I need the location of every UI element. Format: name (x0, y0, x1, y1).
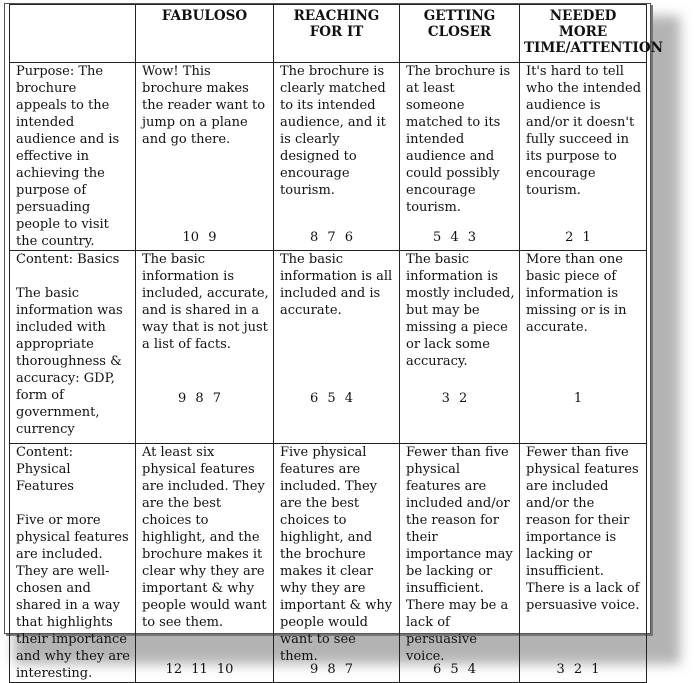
score-points: 8 7 6 (309, 230, 354, 245)
table-row (10, 251, 647, 444)
criterion-body: The basic information was included with appropriate thoroughness & accuracy: GDP, form of government, currency (16, 286, 123, 437)
score-points: 6 5 4 (309, 391, 354, 406)
score-points: 10 9 (182, 230, 217, 245)
header-needed-more-time: NEEDED MORE TIME/ATTENTION (520, 5, 647, 63)
cell-description: Five physical features are included. They are the best choices to highlight, and the brochure makes it clear why they are important & why people would want to see them. (280, 445, 393, 664)
rubric-cell (274, 444, 400, 683)
rubric-cell (400, 63, 520, 251)
rubric-cell (520, 251, 647, 444)
cell-description: Fewer than five physical features are included and/or the reason for their importance may be lacking or insufficient. There may be a lack of persuasive voice. (406, 445, 513, 664)
header-fabuloso: FABULOSO (136, 5, 274, 63)
criterion-cell (10, 444, 136, 683)
cell-description: The basic information is all included and is accurate. (280, 252, 393, 318)
criterion-title: Content: Physical Features (16, 445, 74, 494)
table-row (10, 63, 647, 251)
cell-description: The basic information is included, accurate, and is shared in a way that is not just a list of facts. (142, 252, 269, 352)
header-getting-closer: GETTING CLOSER (400, 5, 520, 63)
header-row (10, 5, 647, 63)
score-points: 2 1 (565, 230, 591, 245)
score-points: 1 (573, 391, 583, 406)
table-row (10, 444, 647, 683)
score-points: 9 8 7 (309, 662, 354, 677)
rubric-cell (520, 444, 647, 683)
rubric-cell (520, 63, 647, 251)
cell-description: At least six physical features are included. They are the best choices to highlight, and the brochure makes it clear why they are important & why people would want to see them. (142, 445, 267, 630)
cell-description: The brochure is clearly matched to its intended audience, and it is clearly designed to encourage tourism. (280, 64, 386, 198)
score-points: 3 2 (441, 391, 468, 406)
rubric-cell (274, 251, 400, 444)
rubric-cell (400, 251, 520, 444)
rubric-cell (274, 63, 400, 251)
rubric-cell (136, 251, 274, 444)
cell-description: More than one basic piece of information is missing or is in accurate. (526, 252, 627, 335)
cell-description: It's hard to tell who the intended audience is and/or it doesn't fully succeed in its purpose to encourage tourism. (526, 64, 642, 198)
cell-description: The basic information is mostly included, but may be missing a piece or lack some accuracy. (406, 252, 515, 369)
score-points: 6 5 4 (432, 662, 477, 677)
cell-description: The brochure is at least someone matched to its intended audience and could possibly encourage tourism. (406, 64, 511, 215)
cell-description: Wow! This brochure makes the reader want to jump on a plane and go there. (142, 64, 266, 147)
header-reaching-for-it: REACHING FOR IT (274, 5, 400, 63)
rubric-cell (400, 444, 520, 683)
criterion-cell (10, 251, 136, 444)
criterion-cell (10, 63, 136, 251)
criterion-body: Five or more physical features are included. They are well-chosen and shared in a way that highlights their importance and why they are interesting. (16, 513, 130, 681)
rubric-cell (136, 63, 274, 251)
score-points: 5 4 3 (432, 230, 477, 245)
rubric-sheet (4, 3, 663, 681)
header-blank (10, 5, 136, 63)
cell-description: Fewer than five physical features are included and/or the reason for their importance is lacking or insufficient. There is a lack of persuasive voice. (526, 445, 640, 613)
criterion-title: Purpose: The brochure appeals to the intended audience and is effective in achieving the purpose of persuading people to visit the country. (16, 64, 120, 249)
criterion-title: Content: Basics (16, 252, 120, 267)
score-points: 9 8 7 (177, 391, 222, 406)
score-points: 3 2 1 (556, 662, 600, 677)
rubric-table (9, 4, 663, 683)
rubric-cell (136, 444, 274, 683)
score-points: 12 11 10 (165, 662, 234, 677)
